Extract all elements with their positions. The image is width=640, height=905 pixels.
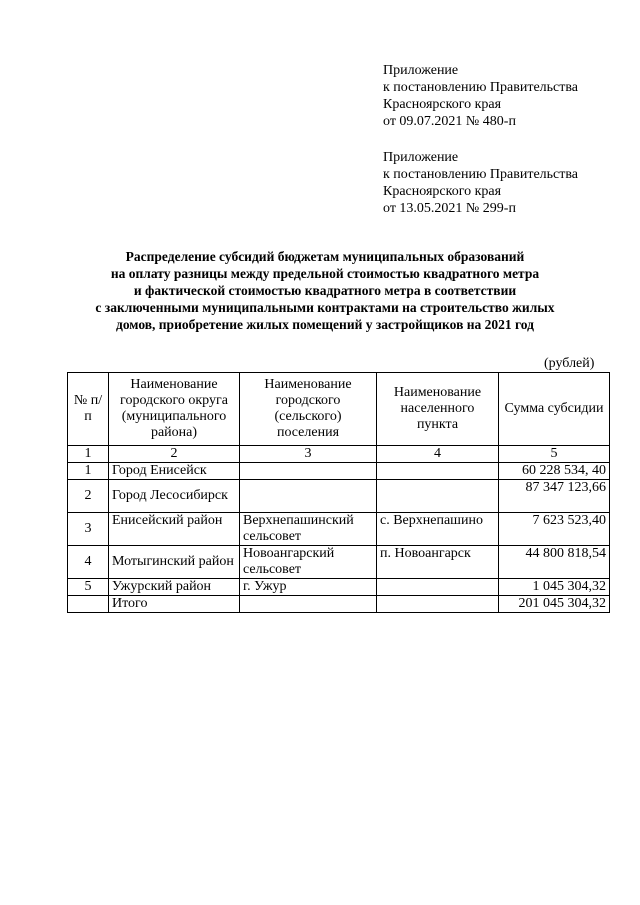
title-line: с заключенными муниципальными контрактами на строительство жилых bbox=[95, 300, 555, 315]
district-cell: Мотыгинский район bbox=[109, 546, 240, 579]
appendix-block-2 bbox=[383, 149, 578, 217]
table-row bbox=[68, 480, 610, 513]
title-line: и фактической стоимостью квадратного метра в соответствии bbox=[133, 283, 517, 298]
total-amount: 201 045 304,32 bbox=[499, 596, 610, 613]
amount-cell: 7 623 523,40 bbox=[499, 513, 610, 546]
row-number: 4 bbox=[68, 546, 109, 579]
appendix-line: к постановлению Правительства bbox=[383, 167, 579, 182]
locality-cell bbox=[377, 480, 499, 513]
appendix-block-1 bbox=[383, 62, 578, 130]
table-row bbox=[68, 513, 610, 546]
amount-cell: 1 045 304,32 bbox=[499, 579, 610, 596]
district-cell: Енисейский район bbox=[109, 513, 240, 546]
table-row bbox=[68, 546, 610, 579]
district-cell: Город Енисейск bbox=[109, 463, 240, 480]
header-cell: Наименование городского округа (муниципального района) bbox=[109, 373, 240, 446]
header-cell: № п/п bbox=[68, 373, 109, 446]
column-number: 3 bbox=[240, 446, 377, 463]
appendix-line: Приложение bbox=[383, 63, 459, 78]
table-row bbox=[68, 579, 610, 596]
column-number: 1 bbox=[68, 446, 109, 463]
amount-cell: 60 228 534, 40 bbox=[499, 463, 610, 480]
row-number: 5 bbox=[68, 579, 109, 596]
settlement-cell: Верхнепашинский сельсовет bbox=[240, 513, 377, 546]
table-header-row bbox=[68, 373, 610, 446]
appendix-line: от 13.05.2021 № 299-п bbox=[383, 201, 516, 216]
column-number: 5 bbox=[499, 446, 610, 463]
unit-label: (рублей) bbox=[544, 356, 595, 371]
row-number: 2 bbox=[68, 480, 109, 513]
subsidy-table bbox=[67, 372, 610, 613]
settlement-cell: Новоангарский сельсовет bbox=[240, 546, 377, 579]
total-label: Итого bbox=[109, 596, 240, 613]
row-number: 3 bbox=[68, 513, 109, 546]
settlement-cell: г. Ужур bbox=[240, 579, 377, 596]
locality-cell: с. Верхнепашино bbox=[377, 513, 499, 546]
row-number bbox=[68, 596, 109, 613]
title-line: Распределение субсидий бюджетам муниципальных образований bbox=[125, 249, 525, 264]
column-number: 2 bbox=[109, 446, 240, 463]
header-cell: Наименование городского (сельского) поселения bbox=[240, 373, 377, 446]
column-number-row bbox=[68, 446, 610, 463]
district-cell: Ужурский район bbox=[109, 579, 240, 596]
header-cell: Сумма субсидии bbox=[499, 373, 610, 446]
amount-cell: 87 347 123,66 bbox=[499, 480, 610, 513]
header-cell: Наименование населенного пункта bbox=[377, 373, 499, 446]
locality-cell: п. Новоангарск bbox=[377, 546, 499, 579]
amount-cell: 44 800 818,54 bbox=[499, 546, 610, 579]
title-line: домов, приобретение жилых помещений у застройщиков на 2021 год bbox=[115, 317, 534, 332]
settlement-cell bbox=[240, 596, 377, 613]
appendix-line: к постановлению Правительства bbox=[383, 80, 579, 95]
settlement-cell bbox=[240, 480, 377, 513]
total-row bbox=[68, 596, 610, 613]
column-number: 4 bbox=[377, 446, 499, 463]
appendix-line: Приложение bbox=[383, 150, 459, 165]
locality-cell bbox=[377, 596, 499, 613]
appendix-line: Красноярского края bbox=[383, 184, 502, 199]
row-number: 1 bbox=[68, 463, 109, 480]
settlement-cell bbox=[240, 463, 377, 480]
district-cell: Город Лесосибирск bbox=[109, 480, 240, 513]
table-row bbox=[68, 463, 610, 480]
appendix-line: от 09.07.2021 № 480-п bbox=[383, 114, 516, 129]
locality-cell bbox=[377, 463, 499, 480]
title-line: на оплату разницы между предельной стоимостью квадратного метра bbox=[110, 266, 540, 281]
locality-cell bbox=[377, 579, 499, 596]
appendix-line: Красноярского края bbox=[383, 97, 502, 112]
document-title bbox=[40, 248, 610, 333]
